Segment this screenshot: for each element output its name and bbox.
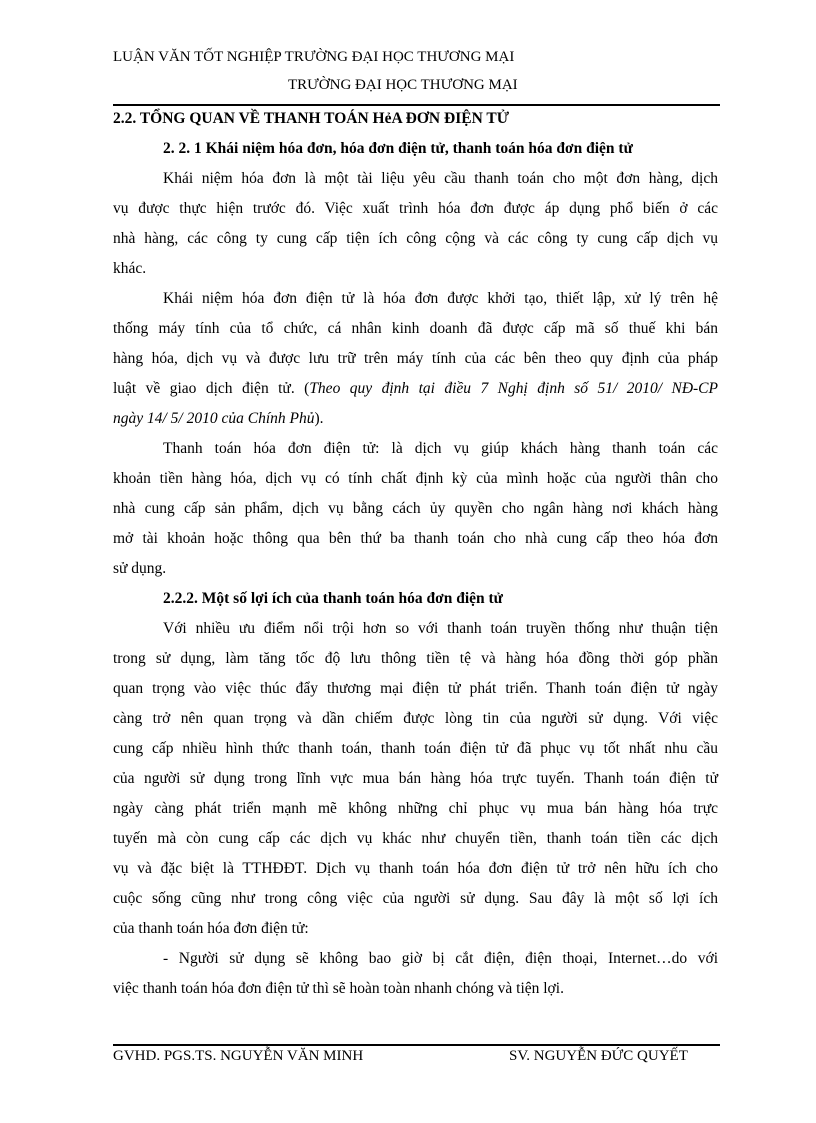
subsection-heading: 2.2.2. Một số lợi ích của thanh toán hóa đơn điện tử [163, 590, 503, 607]
paragraph-line: thống máy tính của tổ chức, cá nhân kinh doanh đã được cấp mã số thuế khi bán [113, 320, 718, 337]
paragraph-line: ngày 14/ 5/ 2010 của Chính Phủ). [113, 410, 324, 427]
paragraph-line: cuộc sống cũng như trong công việc của người sử dụng. Sau đây là một số lợi ích [113, 890, 718, 907]
document-body [113, 104, 718, 1004]
paragraph-line: luật về giao dịch điện tử. (Theo quy định tại điều 7 Nghị định số 51/ 2010/ NĐ-CP [113, 380, 718, 397]
footer-rule [113, 1044, 720, 1046]
running-header: LUẬN VĂN TỐT NGHIỆP TRƯỜNG ĐẠI HỌC THƯƠNG MẠI [113, 49, 515, 65]
paragraph-line: Với nhiều ưu điểm nổi trội hơn so với thanh toán truyền thống như thuận tiện [163, 620, 718, 637]
paragraph-line: cung cấp nhiều hình thức thanh toán, thanh toán điện tử đã phục vụ tốt nhất nhu cầu [113, 740, 718, 757]
paragraph-line: Khái niệm hóa đơn là một tài liệu yêu cầu thanh toán cho một đơn hàng, dịch [163, 170, 718, 187]
paragraph-line: việc thanh toán hóa đơn điện tử thì sẽ hoàn toàn nhanh chóng và tiện lợi. [113, 980, 564, 997]
paragraph-line: nhà cung cấp sản phẩm, dịch vụ bằng cách ủy quyền cho ngân hàng nơi khách hàng [113, 500, 718, 517]
section-title: 2.2. TỔNG QUAN VỀ THANH TOÁN HẻA ĐƠN ĐIỆN TỬ [113, 110, 510, 127]
paragraph-line: Thanh toán hóa đơn điện tử: là dịch vụ giúp khách hàng thanh toán các [163, 440, 718, 457]
paragraph-line: khoản tiền hàng hóa, dịch vụ có tính chất định kỳ của mình hoặc của người thân cho [113, 470, 718, 487]
paragraph-line: sử dụng. [113, 560, 167, 577]
paragraph-line: ngày càng phát triển mạnh mẽ không những chỉ phục vụ mua bán hàng hóa trực [113, 800, 718, 817]
paragraph-line: của người sử dụng trong lĩnh vực mua bán hàng hóa trực tuyến. Thanh toán điện tử [113, 770, 718, 787]
paragraph-line: - Người sử dụng sẽ không bao giờ bị cắt điện, điện thoại, Internet…do với [163, 950, 718, 967]
paragraph-line: càng trở nên quan trọng và dần chiếm được lòng tin của người sử dụng. Với việc [113, 710, 718, 727]
paragraph-line: hàng hóa, dịch vụ và được lưu trữ trên máy tính của các bên theo quy định của pháp [113, 350, 718, 367]
paragraph-line: Khái niệm hóa đơn điện tử là hóa đơn được khởi tạo, thiết lập, xử lý trên hệ [163, 290, 718, 307]
paragraph-line: quan trọng vào việc thúc đẩy thương mại điện tử phát triển. Thanh toán điện tử ngày [113, 680, 718, 697]
footer-student: SV. NGUYỄN ĐỨC QUYẾT [509, 1048, 688, 1064]
subsection-heading: 2. 2. 1 Khái niệm hóa đơn, hóa đơn điện tử, thanh toán hóa đơn điện tử [163, 140, 633, 157]
paragraph-line: mở tài khoản hoặc thông qua bên thứ ba thanh toán cho nhà cung cấp theo hóa đơn [113, 530, 718, 547]
paragraph-line: của thanh toán hóa đơn điện tử: [113, 920, 309, 937]
paragraph-line: tuyến mà còn cung cấp các dịch vụ khác như chuyển tiền, thanh toán tiền các dịch [113, 830, 718, 847]
paragraph-line: khác. [113, 260, 147, 277]
footer-advisor: GVHD. PGS.TS. NGUYỄN VĂN MINH [113, 1048, 364, 1064]
paragraph-line: trong sử dụng, làm tăng tốc độ lưu thông tiền tệ và hàng hóa đồng thời góp phần [113, 650, 718, 667]
paragraph-line: vụ và đặc biệt là TTHĐĐT. Dịch vụ thanh toán hóa đơn điện tử trở nên hữu ích cho [113, 860, 718, 877]
paragraph-line: nhà hàng, các công ty cung cấp tiện ích công cộng và các công ty cung cấp dịch vụ [113, 230, 718, 247]
university-name: TRƯỜNG ĐẠI HỌC THƯƠNG MẠI [288, 77, 518, 93]
paragraph-line: vụ được thực hiện trước đó. Việc xuất trình hóa đơn được áp dụng phổ biến ở các [113, 200, 718, 217]
